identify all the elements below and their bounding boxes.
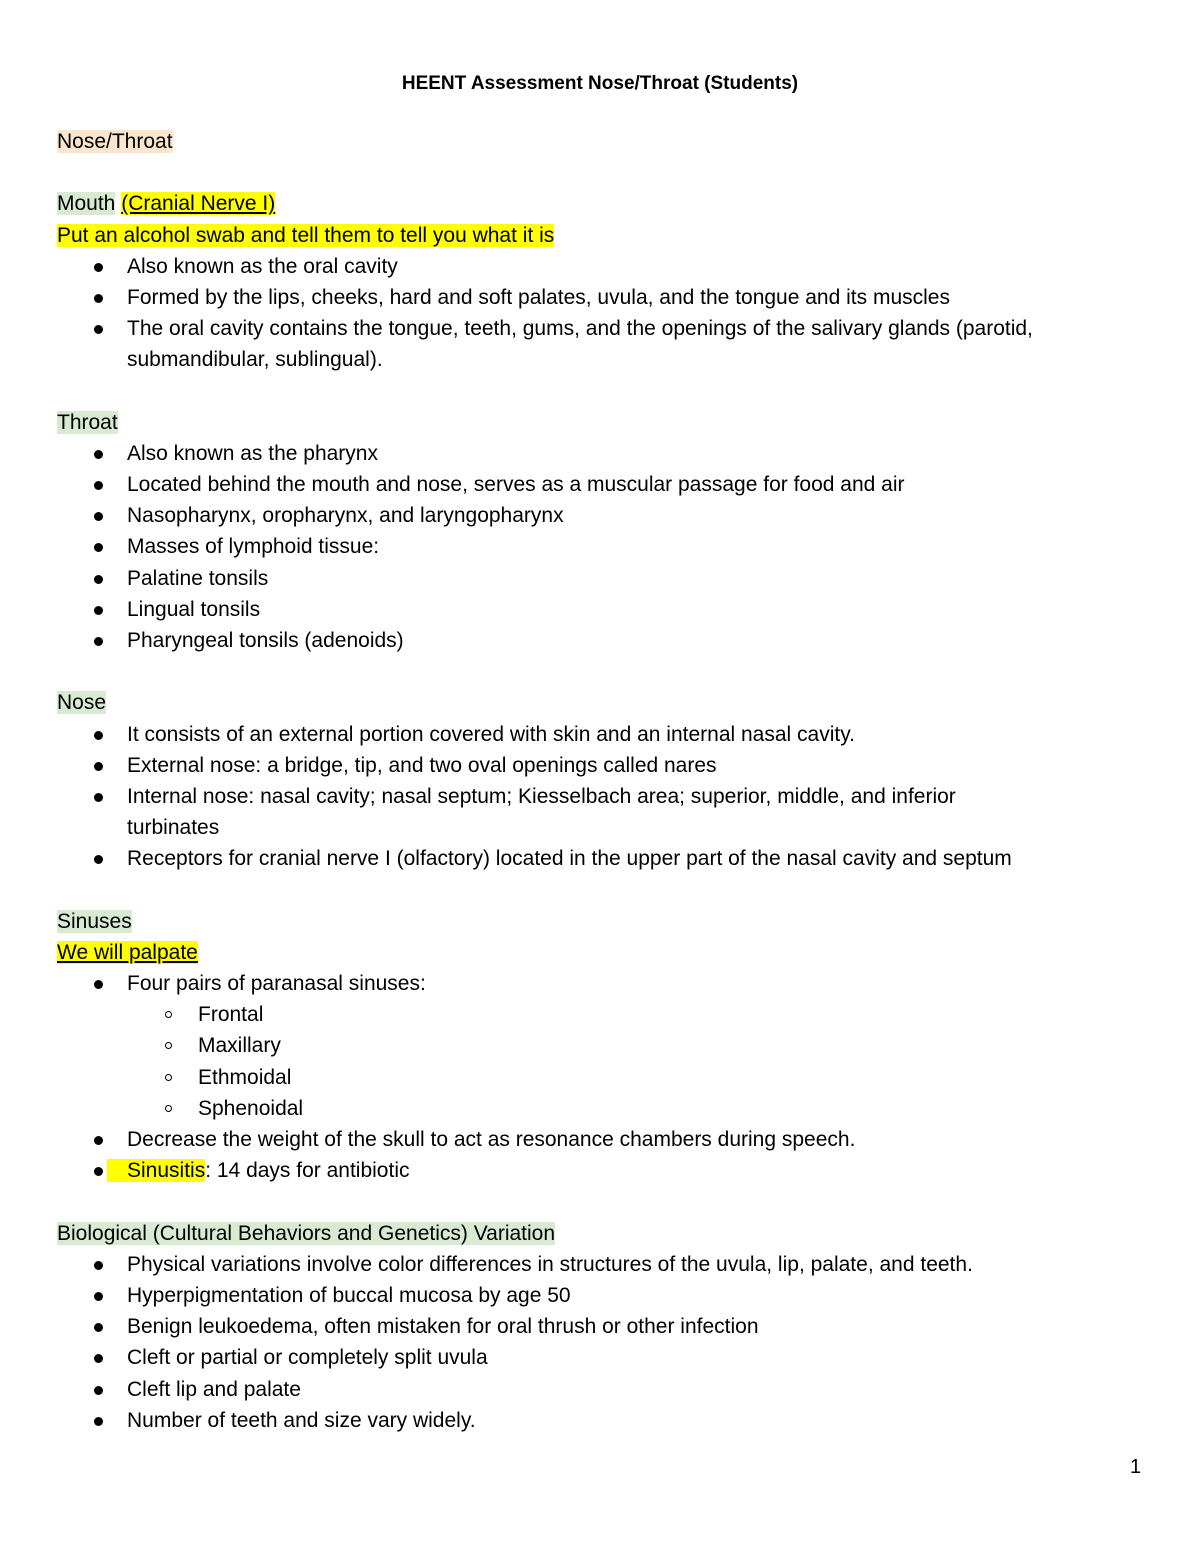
sub-list-item: [57, 1093, 1157, 1124]
mouth-heading: Mouth: [57, 192, 116, 216]
list-item-text: Masses of lymphoid tissue:: [127, 535, 380, 559]
list-item: [57, 1374, 1157, 1405]
list-item: [57, 781, 1157, 812]
mouth-heading-note: (Cranial Nerve I): [121, 192, 276, 216]
list-item: [57, 500, 1157, 531]
sinuses-instruction: We will palpate: [57, 940, 198, 964]
list-item-text: Hyperpigmentation of buccal mucosa by age 50: [127, 1283, 571, 1307]
bullet-icon: [94, 450, 103, 459]
list-item: [57, 625, 1157, 656]
mouth-heading-line: [57, 188, 1157, 219]
list-item: [57, 750, 1157, 781]
list-item: [57, 594, 1157, 625]
list-item-text: : 14 days for antibiotic: [205, 1159, 410, 1183]
list-item-text: Cleft or partial or completely split uvula: [127, 1346, 488, 1370]
page-number: 1: [1130, 1456, 1142, 1478]
list-item: [57, 531, 1157, 562]
hollow-bullet-icon: [165, 1011, 172, 1018]
list-item-text: Benign leukoedema, often mistaken for oral thrush or other infection: [127, 1315, 759, 1339]
list-item: [57, 1280, 1157, 1311]
bullet-icon: [94, 325, 103, 334]
list-item: [57, 282, 1157, 313]
list-item-text: Receptors for cranial nerve I (olfactory) located in the upper part of the nasal cavity and septum: [127, 847, 1012, 871]
list-item-text: Cleft lip and palate: [127, 1377, 301, 1401]
list-item-text: Maxillary: [198, 1034, 281, 1058]
list-item-text: Sphenoidal: [198, 1096, 304, 1120]
bullet-icon: [94, 1354, 103, 1363]
bullet-icon: [94, 1417, 103, 1426]
hollow-bullet-icon: [165, 1105, 172, 1112]
list-item-continued: [57, 344, 1157, 375]
bullet-icon: [94, 1261, 103, 1270]
bullet-icon: [94, 1136, 103, 1145]
list-item: [57, 469, 1157, 500]
nose-heading: Nose: [57, 691, 107, 715]
bullet-icon: [94, 1386, 103, 1395]
sinusitis-term: Sinusitis: [107, 1159, 205, 1182]
list-item-text: submandibular, sublingual).: [127, 348, 383, 372]
list-item-text: Lingual tonsils: [127, 597, 261, 621]
bullet-icon: [94, 793, 103, 802]
list-item-text: Frontal: [198, 1003, 264, 1027]
bullet-icon: [94, 762, 103, 771]
document-body: [57, 126, 1157, 1436]
list-item-text: Physical variations involve color differences in structures of the uvula, lip, palate, and teeth.: [127, 1252, 973, 1276]
bullet-icon: [94, 980, 103, 989]
bullet-icon: [94, 1323, 103, 1332]
hollow-bullet-icon: [165, 1074, 172, 1081]
biological-heading: Biological (Cultural Behaviors and Genetics) Variation: [57, 1221, 556, 1245]
hollow-bullet-icon: [165, 1042, 172, 1049]
list-item: [57, 563, 1157, 594]
bullet-icon: [94, 543, 103, 552]
list-item-text: Nasopharynx, oropharynx, and laryngopharynx: [127, 504, 564, 528]
bullet-icon: [94, 575, 103, 584]
list-item: [57, 719, 1157, 750]
list-item: [57, 843, 1157, 874]
list-item-text: Located behind the mouth and nose, serves as a muscular passage for food and air: [127, 473, 905, 497]
bullet-icon: [94, 1292, 103, 1301]
bullet-icon: [94, 294, 103, 303]
list-item-text: Decrease the weight of the skull to act as resonance chambers during speech.: [127, 1128, 856, 1151]
list-item-text: The oral cavity contains the tongue, teeth, gums, and the openings of the salivary glands (parotid,: [127, 317, 1033, 341]
section-header: Nose/Throat: [57, 130, 173, 153]
bullet-icon: [94, 1167, 103, 1176]
bullet-icon: [94, 731, 103, 740]
list-item-text: Also known as the oral cavity: [127, 254, 398, 278]
document-title: HEENT Assessment Nose/Throat (Students): [401, 73, 799, 94]
bullet-icon: [94, 512, 103, 521]
list-item: [57, 1249, 1157, 1280]
list-item-text: Number of teeth and size vary widely.: [127, 1408, 476, 1432]
throat-heading: Throat: [57, 410, 118, 434]
list-item-continued: [57, 812, 1157, 843]
sinuses-heading: Sinuses: [57, 909, 132, 933]
bullet-icon: [94, 481, 103, 490]
list-item-text: It consists of an external portion covered with skin and an internal nasal cavity.: [127, 722, 855, 746]
list-item-text: Palatine tonsils: [127, 566, 269, 590]
list-item: [57, 1124, 1157, 1155]
bullet-icon: [94, 637, 103, 646]
list-item: [57, 968, 1157, 999]
list-item: [57, 1405, 1157, 1436]
list-item-text: Internal nose: nasal cavity; nasal septum; Kiesselbach area; superior, middle, and inferior: [127, 784, 956, 808]
sub-list-item: [57, 999, 1157, 1030]
list-item: [57, 1342, 1157, 1373]
list-item: [57, 1155, 1157, 1186]
list-item-text: Formed by the lips, cheeks, hard and soft palates, uvula, and the tongue and its muscles: [127, 285, 950, 309]
list-item-text: Ethmoidal: [198, 1065, 292, 1089]
list-item: [57, 313, 1157, 344]
sub-list-item: [57, 1030, 1157, 1061]
list-item: [57, 251, 1157, 282]
bullet-icon: [94, 263, 103, 272]
list-item-text: Also known as the pharynx: [127, 441, 378, 465]
list-item-text: Four pairs of paranasal sinuses:: [127, 972, 426, 996]
mouth-instruction: Put an alcohol swab and tell them to tell you what it is: [57, 223, 555, 247]
bullet-icon: [94, 606, 103, 615]
list-item: [57, 1311, 1157, 1342]
list-item-text: turbinates: [127, 816, 220, 840]
list-item-text: External nose: a bridge, tip, and two oval openings called nares: [127, 753, 717, 777]
bullet-icon: [94, 855, 103, 864]
list-item-text: Pharyngeal tonsils (adenoids): [127, 629, 404, 652]
sub-list-item: [57, 1062, 1157, 1093]
list-item: [57, 438, 1157, 469]
